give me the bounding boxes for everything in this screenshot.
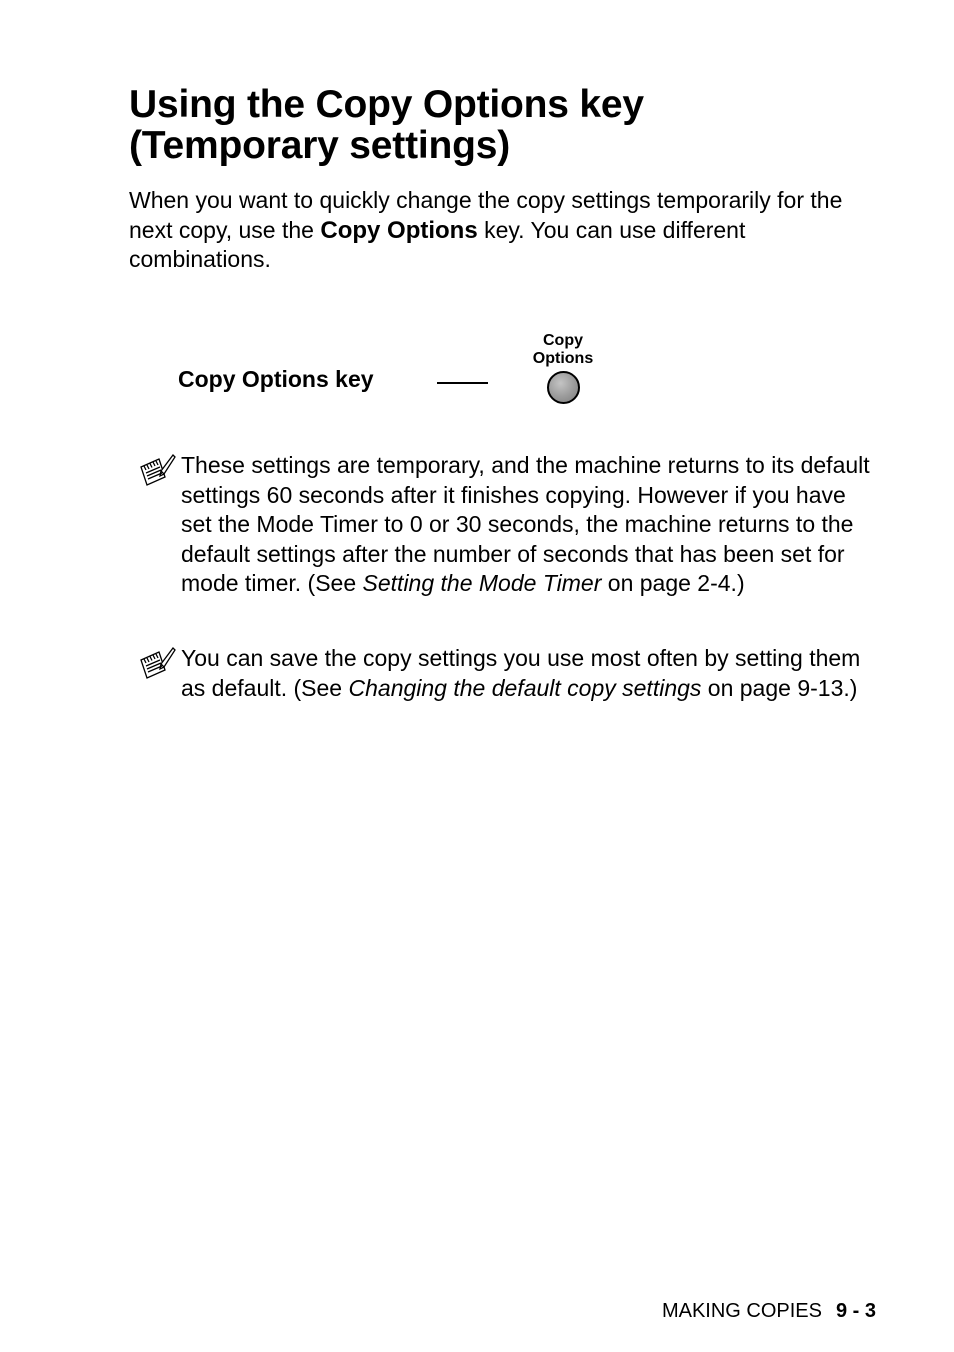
note-text-before: These settings are temporary, and the machine returns to its default settings 60 seconds after it finishes copying. However if you have set the Mode Timer to 0 or 30 seconds, the machine returns to the default settings after the number of seconds that has been set for mode timer. (See [181, 452, 870, 596]
note-text-after: on page 9-13.) [701, 674, 858, 701]
note-reference-link: Setting the Mode Timer [362, 570, 602, 596]
button-caption-line-2: Options [532, 350, 594, 367]
button-caption-line-1: Copy [543, 332, 583, 349]
callout-leader-line [437, 382, 488, 384]
note-text [181, 451, 881, 599]
copy-options-key-label: Copy Options key [178, 366, 374, 392]
page-title-line-1: Using the Copy Options key [129, 83, 644, 126]
page-title-line-2: (Temporary settings) [129, 124, 511, 167]
note-pad-icon [137, 451, 177, 491]
intro-text-1: When you want to quickly change the copy settings temporarily for the next copy, use the [129, 187, 843, 243]
footer-section: MAKING COPIES [661, 1300, 822, 1322]
page-number: 9 - 3 [835, 1300, 876, 1322]
intro-key-name: Copy Options [320, 216, 478, 244]
button-caption [523, 332, 603, 368]
note-pad-icon [137, 644, 177, 684]
intro-paragraph [129, 186, 889, 275]
note-text-before: You can save the copy settings you use most often by setting them as default. (See [181, 645, 861, 701]
copy-options-button-illustration [547, 371, 580, 404]
page-footer [662, 1300, 876, 1323]
note-text [181, 644, 881, 703]
note-text-after: on page 2-4.) [601, 570, 745, 596]
intro-text-2: key. You can use different combinations. [129, 216, 746, 272]
note-reference-link: Changing the default copy settings [348, 674, 702, 701]
page-title [129, 84, 889, 166]
